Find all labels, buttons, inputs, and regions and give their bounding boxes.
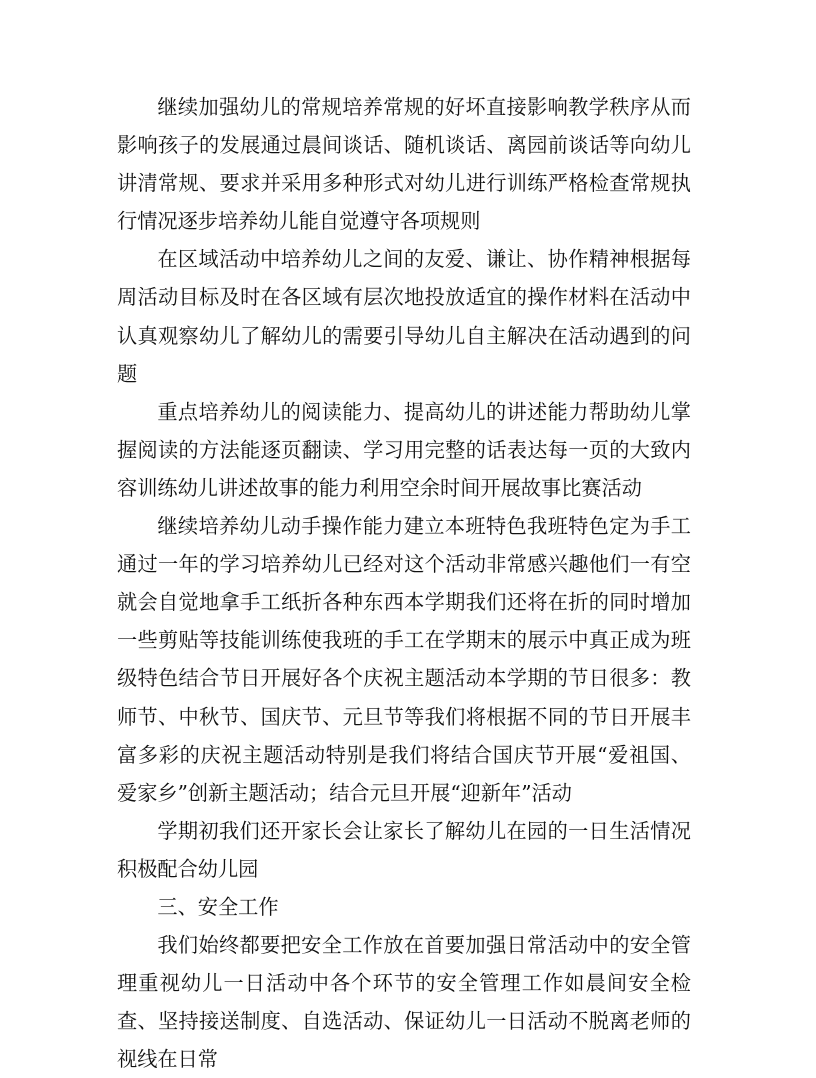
paragraph-routine-training: 继续加强幼儿的常规培养常规的好坏直接影响教学秩序从而影响孩子的发展通过晨间谈话、随机谈话、离园前谈话等向幼儿讲清常规、要求并采用多种形式对幼儿进行训练严格检查常规执行情况逐步培养幼儿能自觉遵守各项规则 [117,95,691,234]
paragraph-parent-meeting: 学期初我们还开家长会让家长了解幼儿在园的一日生活情况积极配合幼儿园 [117,818,691,881]
paragraph-handcraft-festivals: 继续培养幼儿动手操作能力建立本班特色我班特色定为手工通过一年的学习培养幼儿已经对这个活动非常感兴趣他们一有空就会自觉地拿手工纸折各种东西本学期我们还将在折的同时增加一些剪贴等技能训练使我班的手工在学期末的展示中真正成为班级特色结合节日开展好各个庆祝主题活动本学期的节日很多：教师节、中秋节、国庆节、元旦节等我们将根据不同的节日开展丰富多彩的庆祝主题活动特别是我们将结合国庆节开展“爱祖国、爱家乡”创新主题活动；结合元旦开展“迎新年”活动 [117,514,691,805]
paragraph-safety-management: 我们始终都要把安全工作放在首要加强日常活动中的安全管理重视幼儿一日活动中各个环节的安全管理工作如晨间安全检查、坚持接送制度、自选活动、保证幼儿一日活动不脱离老师的视线在日常 [117,933,691,1072]
paragraph-area-activities: 在区域活动中培养幼儿之间的友爱、谦让、协作精神根据每周活动目标及时在各区域有层次地投放适宜的操作材料在活动中认真观察幼儿了解幼儿的需要引导幼儿自主解决在活动遇到的问题 [117,247,691,386]
document-body [117,88,691,1078]
paragraph-reading-ability: 重点培养幼儿的阅读能力、提高幼儿的讲述能力帮助幼儿掌握阅读的方法能逐页翻读、学习用完整的话表达每一页的大致内容训练幼儿讲述故事的能力利用空余时间开展故事比赛活动 [117,399,691,500]
section-heading-safety: 三、安全工作 [157,894,279,919]
